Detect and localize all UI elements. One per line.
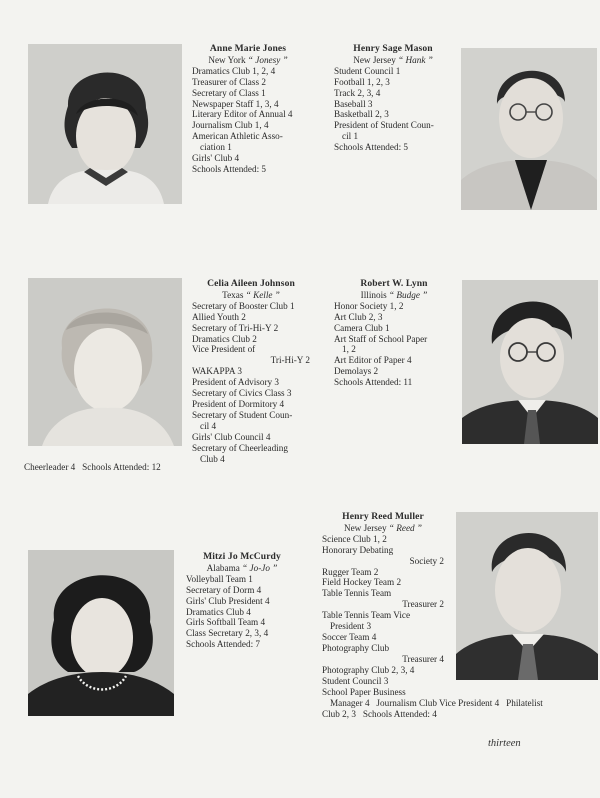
activity-item: President of Dormitory 4 xyxy=(192,398,285,409)
student-name: Henry Sage Mason xyxy=(353,43,433,54)
activity-item: Secretary of Booster Club 1 xyxy=(192,300,295,311)
activity-item: Baseball 3 xyxy=(334,98,373,109)
student-photo-robert-w-lynn xyxy=(462,280,598,444)
activity-item: Allied Youth 2 xyxy=(192,311,246,322)
activity-item: Secretary of Class 1 xyxy=(192,87,266,98)
activity-item: Society 2 xyxy=(409,555,444,566)
activity-item: Honorary Debating xyxy=(322,544,394,555)
student-closing-line-reed-2: Club 2, 3 Schools Attended: 4 xyxy=(322,709,437,719)
activity-item: Girls' Club President 4 xyxy=(186,595,270,606)
activity-item: Tri-Hi-Y 2 xyxy=(270,355,310,366)
student-hometown: Texas “ Kelle ” xyxy=(222,289,280,300)
activity-item: Honor Society 1, 2 xyxy=(334,300,404,311)
activity-item: Secretary of Dorm 4 xyxy=(186,584,262,595)
activity-item: Table Tennis Team xyxy=(322,588,392,599)
activity-item: cil 1 xyxy=(342,131,359,142)
activity-item: Schools Attended: 11 xyxy=(334,377,413,388)
activity-item: Treasurer 4 xyxy=(402,653,444,664)
activity-item: Football 1, 2, 3 xyxy=(334,76,390,87)
activity-item: Treasurer of Class 2 xyxy=(192,76,266,87)
activity-item: Field Hockey Team 2 xyxy=(322,577,402,588)
activity-item: Club 4 xyxy=(200,453,225,464)
student-entry-henry-reed-muller xyxy=(322,512,444,697)
student-photo-henry-sage-mason xyxy=(461,48,597,210)
activity-item: Dramatics Club 1, 2, 4 xyxy=(192,65,276,76)
activity-item: Photography Club xyxy=(322,642,390,653)
activity-item: Camera Club 1 xyxy=(334,322,390,333)
activity-item: WAKAPPA 3 xyxy=(192,366,242,377)
student-hometown: Alabama “ Jo-Jo ” xyxy=(206,562,278,573)
student-name: Mitzi Jo McCurdy xyxy=(203,551,281,562)
student-photo-mitzi-jo-mccurdy xyxy=(28,550,174,716)
student-closing-line-celia: Cheerleader 4 Schools Attended: 12 xyxy=(24,462,161,472)
student-name: Celia Aileen Johnson xyxy=(207,278,295,289)
activity-item: Newspaper Staff 1, 3, 4 xyxy=(192,98,279,109)
student-hometown: Illinois “ Budge ” xyxy=(360,289,428,300)
student-hometown: New Jersey “ Hank ” xyxy=(353,54,433,65)
activity-item: Science Club 1, 2 xyxy=(322,533,387,544)
student-entry-celia-aileen-johnson xyxy=(192,279,310,464)
student-closing-line-reed-1: Manager 4 Journalism Club Vice President 4 Philatelist xyxy=(330,698,543,708)
activity-item: Basketball 2, 3 xyxy=(334,109,389,120)
student-name: Anne Marie Jones xyxy=(209,43,287,54)
activity-item: Student Council 3 xyxy=(322,675,389,686)
activity-item: Art Club 2, 3 xyxy=(334,311,383,322)
activity-item: Girls' Club 4 xyxy=(192,153,240,164)
activity-item: Photography Club 2, 3, 4 xyxy=(322,664,415,675)
student-name: Henry Reed Muller xyxy=(342,511,424,522)
activity-item: Vice President of xyxy=(192,344,256,355)
activity-item: Art Staff of School Paper xyxy=(334,333,428,344)
activity-item: Literary Editor of Annual 4 xyxy=(192,109,293,120)
activity-item: cil 4 xyxy=(200,420,217,431)
student-hometown: New York “ Jonesy ” xyxy=(208,54,288,65)
activity-item: Rugger Team 2 xyxy=(322,566,379,577)
student-name: Robert W. Lynn xyxy=(360,278,428,289)
activity-item: President of Advisory 3 xyxy=(192,377,280,388)
activity-item: Dramatics Club 2 xyxy=(192,333,257,344)
activity-item: Schools Attended: 7 xyxy=(186,639,261,650)
activity-item: ciation 1 xyxy=(200,142,232,153)
activity-item: Table Tennis Team Vice xyxy=(322,610,411,621)
activity-item: Dramatics Club 4 xyxy=(186,606,251,617)
activity-item: Demolays 2 xyxy=(334,366,379,377)
activity-item: Girls' Club Council 4 xyxy=(192,431,271,442)
activity-item: Schools Attended: 5 xyxy=(334,142,409,153)
student-photo-henry-reed-muller xyxy=(456,512,598,680)
activity-item: Volleyball Team 1 xyxy=(186,573,253,584)
activity-item: President of Student Coun- xyxy=(334,120,434,131)
activity-item: School Paper Business xyxy=(322,686,406,697)
activity-item: Track 2, 3, 4 xyxy=(334,87,381,98)
activity-item: Student Council 1 xyxy=(334,65,401,76)
activity-item: Class Secretary 2, 3, 4 xyxy=(186,628,269,639)
student-photo-celia-aileen-johnson xyxy=(28,278,182,446)
student-entry-mitzi-jo-mccurdy xyxy=(186,552,298,650)
activity-item: Schools Attended: 5 xyxy=(192,163,267,174)
activity-item: Soccer Team 4 xyxy=(322,631,377,642)
student-entry-anne-marie-jones xyxy=(192,44,304,175)
activity-item: Secretary of Cheerleading xyxy=(192,442,288,453)
activity-item: 1, 2 xyxy=(342,344,356,355)
page-number: thirteen xyxy=(488,738,521,749)
student-entry-henry-sage-mason xyxy=(334,44,452,153)
activity-item: Art Editor of Paper 4 xyxy=(334,355,412,366)
student-photo-anne-marie-jones xyxy=(28,44,182,204)
activity-item: President 3 xyxy=(330,621,372,632)
activity-item: Secretary of Student Coun- xyxy=(192,409,293,420)
activity-item: Secretary of Tri-Hi-Y 2 xyxy=(192,322,279,333)
activity-item: Treasurer 2 xyxy=(402,599,444,610)
activity-item: American Athletic Asso- xyxy=(192,131,283,142)
activity-item: Girls Softball Team 4 xyxy=(186,617,266,628)
student-entry-robert-w-lynn xyxy=(334,279,454,388)
activity-item: Journalism Club 1, 4 xyxy=(192,120,269,131)
activity-item: Secretary of Civics Class 3 xyxy=(192,388,292,399)
student-hometown: New Jersey “ Reed ” xyxy=(343,522,423,533)
